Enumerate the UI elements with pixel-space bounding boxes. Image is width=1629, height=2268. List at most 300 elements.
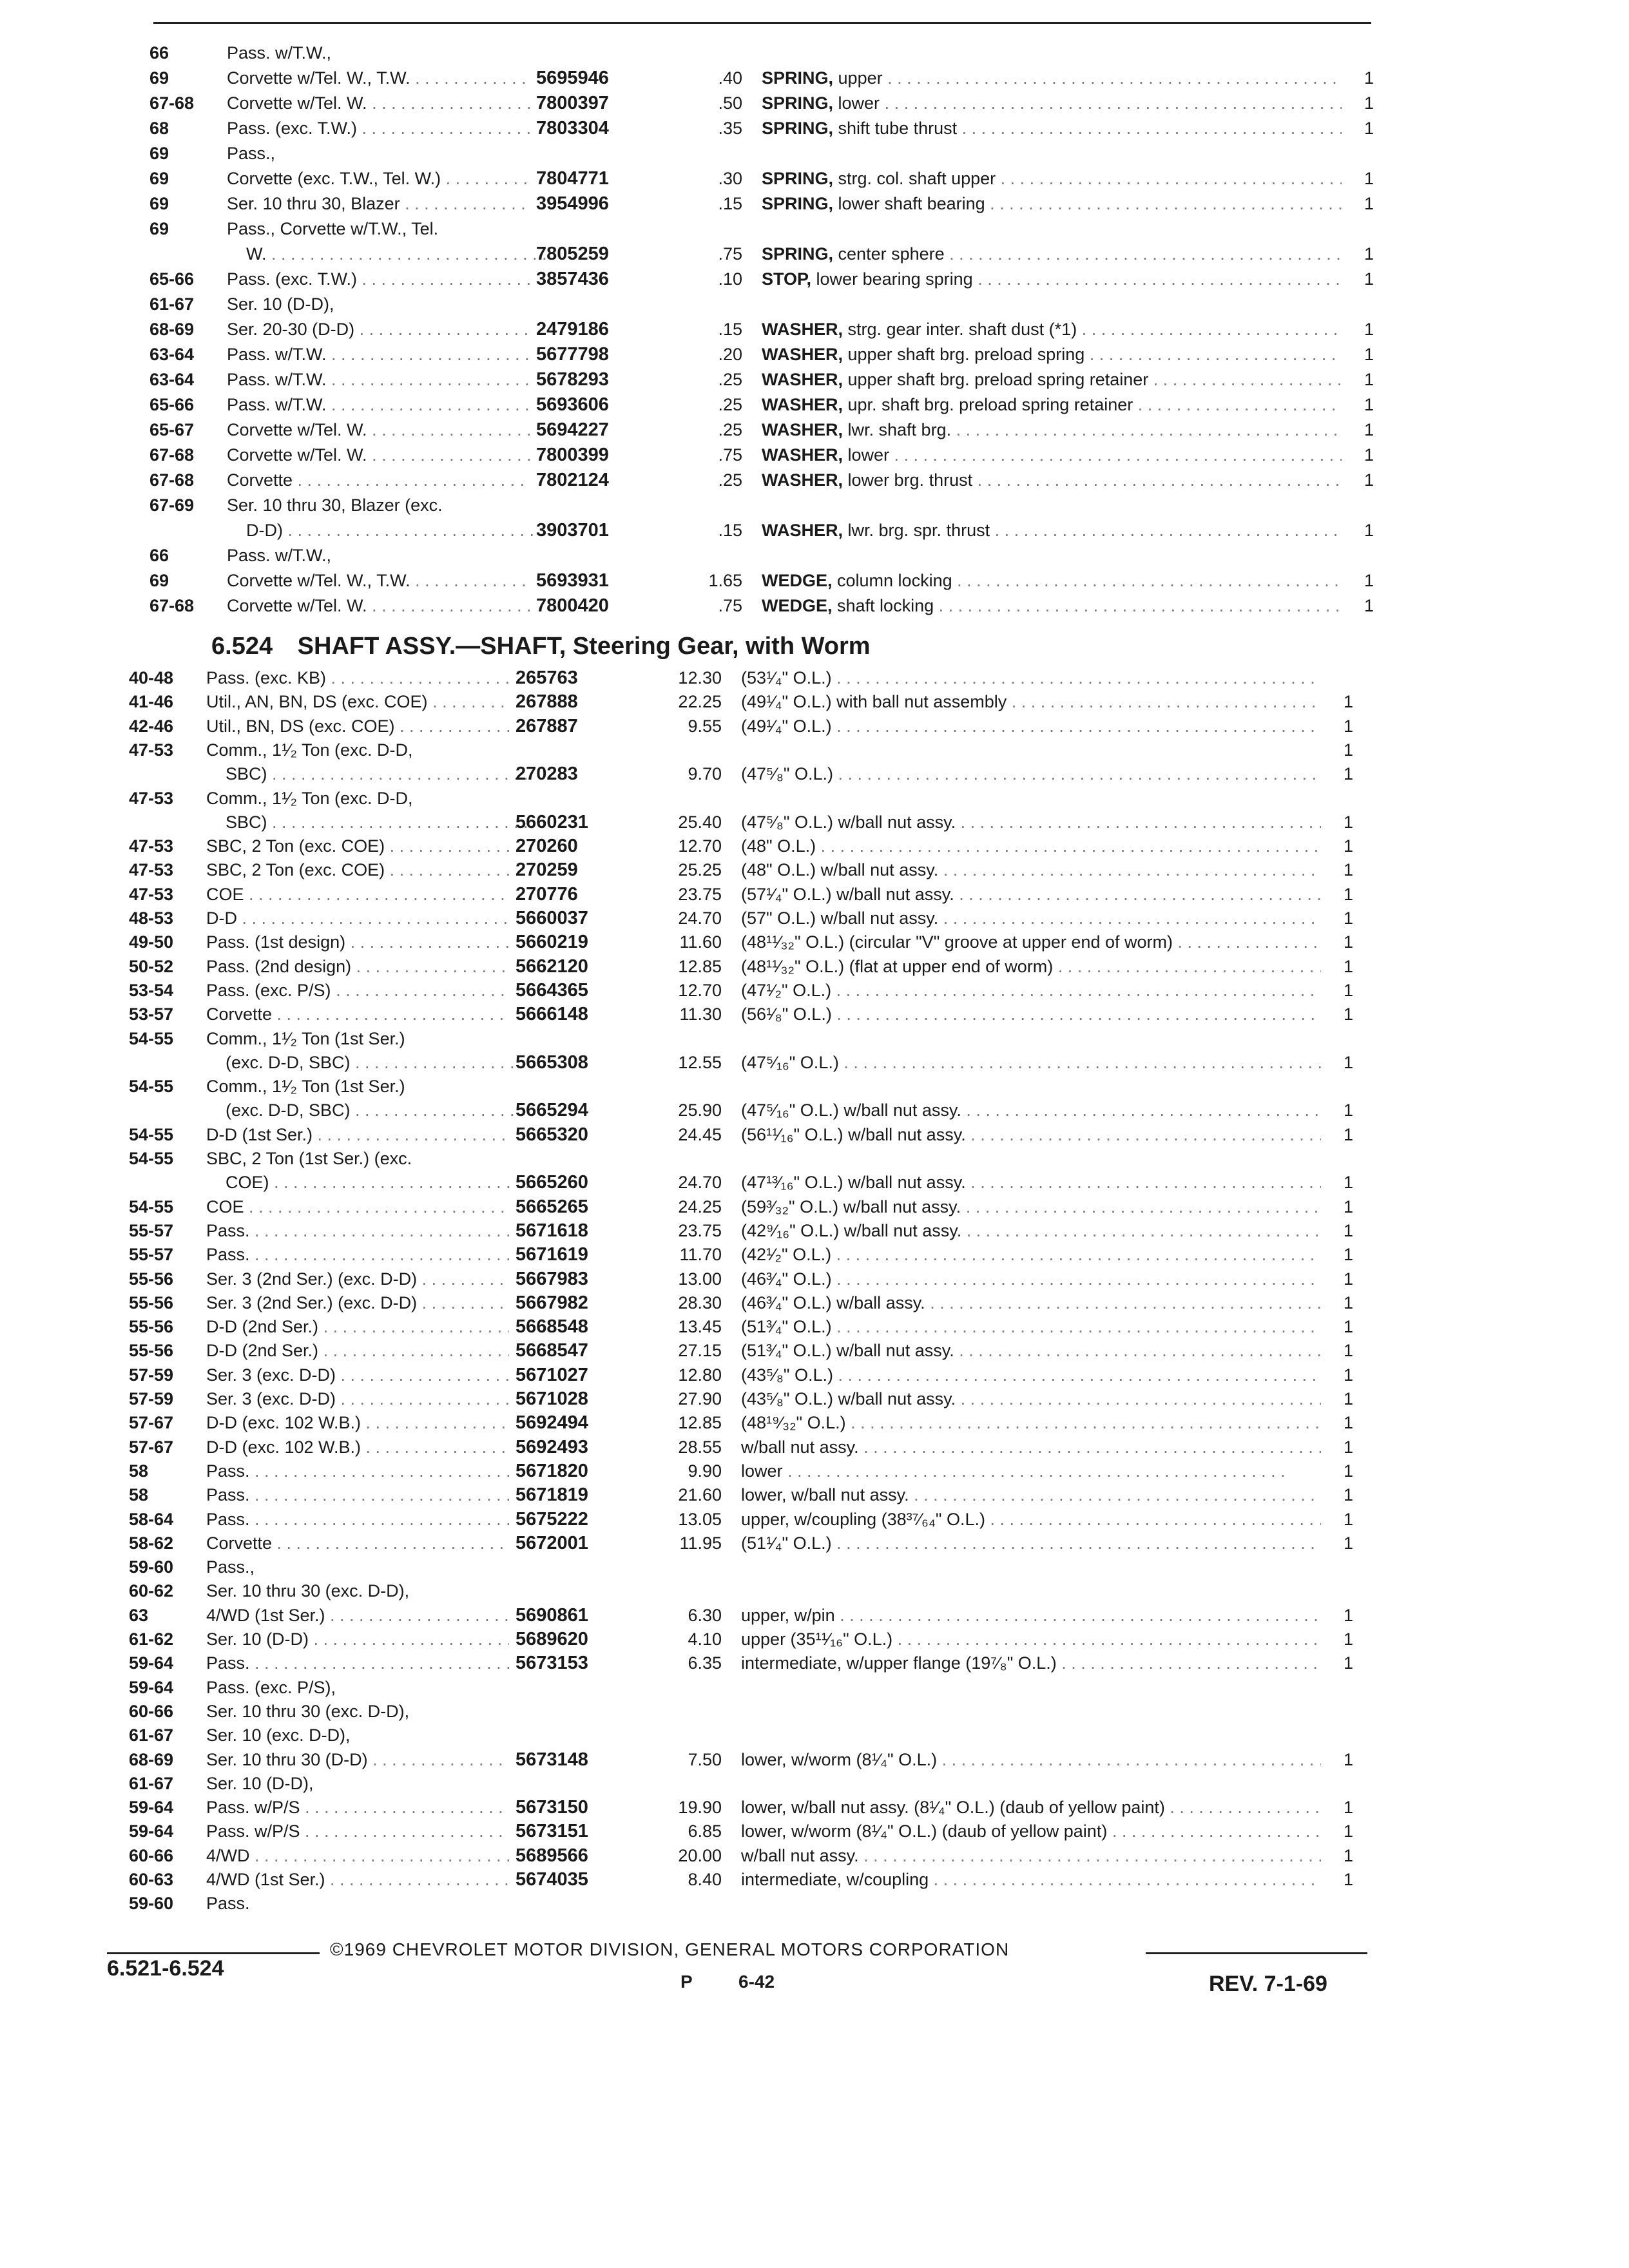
price: .75 <box>718 244 742 264</box>
description <box>762 343 1342 366</box>
quantity: 1 <box>1343 1004 1353 1024</box>
part-number: 5667982 <box>516 1292 588 1313</box>
price: 23.75 <box>678 1220 722 1240</box>
price: 23.75 <box>678 884 722 904</box>
quantity: 1 <box>1364 395 1374 414</box>
description-text: lower brg. thrust <box>847 470 973 490</box>
description-text: (47¹⁄₂" O.L.) <box>741 980 832 1000</box>
year-range: 60-66 <box>129 1701 174 1721</box>
description-text: lower <box>847 445 890 465</box>
quantity: 1 <box>1343 1173 1353 1193</box>
price: 22.25 <box>678 692 722 712</box>
table-row <box>129 1555 1373 1579</box>
table-row <box>129 883 1373 906</box>
table-row <box>129 1748 1373 1771</box>
price: 11.30 <box>679 1004 722 1024</box>
application: Ser. 10 thru 30 (exc. D-D), <box>206 1581 410 1601</box>
quantity: 1 <box>1364 470 1374 490</box>
part-number: 5671819 <box>516 1485 588 1506</box>
year-range: 55-56 <box>129 1341 174 1361</box>
quantity: 1 <box>1364 420 1374 439</box>
description-text: w/ball nut assy. <box>741 1437 859 1457</box>
price: 28.55 <box>678 1437 722 1457</box>
year-range: 60-63 <box>129 1870 174 1889</box>
description-text: lwr. brg. spr. thrust <box>847 521 990 540</box>
description-text: lower bearing spring <box>816 269 973 289</box>
description-text: intermediate, w/coupling <box>741 1870 929 1889</box>
application: Comm., 1¹⁄₂ Ton (exc. D-D, <box>206 788 413 808</box>
description-text: (48¹¹⁄₃₂" O.L.) (flat at upper end of worm) <box>741 956 1054 976</box>
part-number: 5695946 <box>536 68 609 88</box>
description-text: (46³⁄₄" O.L.) w/ball assy. <box>741 1293 925 1312</box>
table-row <box>149 468 1374 492</box>
price: 11.70 <box>679 1245 722 1265</box>
description <box>741 1436 1321 1459</box>
quantity: 1 <box>1343 1100 1353 1120</box>
table-row <box>129 1411 1373 1434</box>
application: D-D (exc. 102 W.B.) . . . <box>206 1436 509 1459</box>
description-text: (42⁹⁄₁₆" O.L.) w/ball nut assy. <box>741 1220 962 1240</box>
quantity: 1 <box>1343 1124 1353 1144</box>
price: 24.70 <box>678 908 722 928</box>
application: Corvette w/Tel. W. . . . <box>227 594 530 617</box>
part-number: 5664365 <box>516 979 588 1001</box>
description-text: (51³⁄₄" O.L.) <box>741 1317 832 1337</box>
description-text: lower, w/ball nut assy. <box>741 1485 909 1505</box>
description-text: (47⁵⁄₁₆" O.L.) <box>741 1052 839 1072</box>
description-text: strg. gear inter. shaft dust (*1) <box>847 320 1077 339</box>
table-row <box>129 858 1373 881</box>
description <box>741 1844 1321 1867</box>
description-keyword: WASHER, <box>762 470 848 490</box>
table-row <box>129 1051 1373 1074</box>
part-number: 5674035 <box>516 1869 588 1890</box>
quantity: 1 <box>1343 1629 1353 1649</box>
table-row <box>149 192 1374 215</box>
application: Pass. (exc. T.W.) . . . <box>227 267 530 291</box>
table-row <box>129 1796 1373 1819</box>
year-range: 54-55 <box>129 1077 174 1097</box>
description <box>741 1820 1321 1843</box>
description <box>741 1459 1321 1483</box>
quantity: 1 <box>1343 1461 1353 1481</box>
part-number: 2479186 <box>536 319 609 340</box>
application: SBC, 2 Ton (exc. COE) . . . <box>206 834 509 858</box>
price: .25 <box>718 420 742 439</box>
table-row <box>149 443 1374 466</box>
application: SBC) . . . <box>226 811 528 834</box>
quantity: 1 <box>1364 320 1374 339</box>
year-range: 54-55 <box>129 1124 174 1144</box>
table-row <box>129 1267 1373 1291</box>
application: SBC, 2 Ton (1st Ser.) (exc. <box>206 1149 412 1168</box>
part-number: 5692493 <box>516 1436 588 1457</box>
price: 9.90 <box>688 1461 722 1481</box>
table-row <box>149 142 1374 165</box>
part-number: 5677798 <box>536 344 609 365</box>
application: Pass. w/T.W. . . . <box>227 343 530 366</box>
footer-revision: REV. 7-1-69 <box>1209 1972 1327 1996</box>
price: .25 <box>718 370 742 389</box>
year-range: 55-57 <box>129 1220 174 1240</box>
table-row <box>149 267 1374 291</box>
description-text: (57¹⁄₄" O.L.) w/ball nut assy. <box>741 884 954 904</box>
quantity: 1 <box>1343 1533 1353 1553</box>
table-row <box>149 594 1374 617</box>
application: Pass. w/P/S . . . <box>206 1796 509 1819</box>
price: 27.90 <box>678 1389 722 1408</box>
year-range: 69 <box>149 169 169 188</box>
description-text: shaft locking <box>837 596 934 615</box>
year-range: 60-66 <box>129 1845 174 1865</box>
description <box>741 1748 1321 1771</box>
description <box>741 858 1321 881</box>
year-range: 68-69 <box>149 320 195 339</box>
description <box>741 1508 1321 1531</box>
table-row <box>129 1724 1373 1747</box>
quantity: 1 <box>1343 812 1353 832</box>
price: 9.55 <box>688 716 722 736</box>
year-range: 55-56 <box>129 1317 174 1337</box>
description <box>762 167 1342 190</box>
year-range: 65-66 <box>149 395 195 414</box>
year-range: 48-53 <box>129 908 174 928</box>
quantity: 1 <box>1343 1485 1353 1505</box>
quantity: 1 <box>1343 1389 1353 1408</box>
table-row <box>129 1436 1373 1459</box>
part-number: 5673153 <box>516 1653 588 1674</box>
year-range: 55-57 <box>129 1245 174 1265</box>
year-range: 59-64 <box>129 1677 174 1697</box>
quantity: 1 <box>1364 119 1374 138</box>
part-number: 5667983 <box>516 1268 588 1289</box>
description <box>762 117 1342 140</box>
part-number: 270283 <box>516 764 578 785</box>
part-number: 265763 <box>516 668 578 688</box>
year-range: 47-53 <box>129 836 174 856</box>
year-range: 57-59 <box>129 1365 174 1385</box>
year-range: 69 <box>149 194 169 213</box>
section-number: 6.524 <box>211 633 273 660</box>
year-range: 53-54 <box>129 980 174 1000</box>
price: 1.65 <box>708 571 742 590</box>
description <box>741 762 1321 785</box>
description-text: strg. col. shaft upper <box>838 169 996 188</box>
description-text: upper shaft brg. preload spring retainer <box>847 370 1149 389</box>
application: Pass., Corvette w/T.W., Tel. <box>227 219 439 238</box>
year-range: 69 <box>149 68 169 88</box>
price: 6.35 <box>688 1653 722 1673</box>
part-number: 5666148 <box>516 1004 588 1025</box>
description <box>762 468 1342 492</box>
year-range: 61-67 <box>149 294 195 314</box>
description <box>741 1339 1321 1362</box>
part-number: 5665265 <box>516 1196 588 1217</box>
part-number: 5671619 <box>516 1244 588 1265</box>
application: SBC, 2 Ton (exc. COE) . . . <box>206 858 509 881</box>
description <box>762 393 1342 416</box>
application: Ser. 10 (D-D) . . . <box>206 1628 509 1651</box>
description <box>741 811 1321 834</box>
table-row <box>129 1075 1373 1098</box>
description <box>741 1003 1321 1026</box>
description <box>762 242 1342 265</box>
application: D-D (1st Ser.) . . . <box>206 1123 509 1146</box>
description-text: (53¹⁄₄" O.L.) <box>741 668 832 687</box>
quantity: 1 <box>1364 370 1374 389</box>
year-range: 67-68 <box>149 470 195 490</box>
price: .15 <box>718 521 742 540</box>
quantity: 1 <box>1343 1749 1353 1769</box>
description-text: upper shaft brg. preload spring <box>847 345 1085 364</box>
description <box>762 318 1342 341</box>
year-range: 58 <box>129 1461 149 1481</box>
quantity: 1 <box>1364 244 1374 264</box>
application: D-D) . . . <box>246 519 549 542</box>
quantity: 1 <box>1343 860 1353 880</box>
description <box>741 1796 1321 1819</box>
part-number: 5673148 <box>516 1749 588 1770</box>
year-range: 41-46 <box>129 692 174 712</box>
price: 12.80 <box>678 1365 722 1385</box>
table-row <box>129 1676 1373 1699</box>
year-range: 58 <box>129 1485 149 1505</box>
price: .15 <box>718 194 742 213</box>
description-text: (46³⁄₄" O.L.) <box>741 1269 832 1289</box>
application: Ser. 10 (D-D), <box>227 294 334 314</box>
quantity: 1 <box>1343 716 1353 736</box>
part-number: 5660037 <box>516 908 588 928</box>
year-range: 59-64 <box>129 1653 174 1673</box>
part-number: 5673151 <box>516 1821 588 1842</box>
description-text: (42¹⁄₂" O.L.) <box>741 1245 832 1265</box>
description-text: lower <box>741 1461 783 1481</box>
description-text: (47⁵⁄₈" O.L.) w/ball nut assy. <box>741 812 956 832</box>
quantity: 1 <box>1343 980 1353 1000</box>
price: 25.90 <box>678 1100 722 1120</box>
year-range: 54-55 <box>129 1149 174 1168</box>
table-row <box>129 1363 1373 1387</box>
description-keyword: WASHER, <box>762 320 848 339</box>
year-range: 57-59 <box>129 1389 174 1408</box>
application: (exc. D-D, SBC) . . . <box>226 1051 528 1074</box>
price: 6.85 <box>688 1821 722 1841</box>
table-row <box>129 1339 1373 1362</box>
table-row <box>149 494 1374 517</box>
table-row <box>149 217 1374 240</box>
year-range: 47-53 <box>129 860 174 880</box>
application: Util., AN, BN, DS (exc. COE) . . . <box>206 690 509 713</box>
part-number: 7803304 <box>536 118 609 139</box>
application: Pass. . . . <box>206 1508 509 1531</box>
section-title: SHAFT ASSY.—SHAFT, Steering Gear, with Worm <box>297 633 871 660</box>
year-range: 54-55 <box>129 1196 174 1216</box>
table-row <box>129 666 1373 689</box>
description-text: (59³⁄₃₂" O.L.) w/ball nut assy. <box>741 1196 961 1216</box>
year-range: 65-66 <box>149 269 195 289</box>
application: Pass. (exc. KB) . . . <box>206 666 509 689</box>
quantity: 1 <box>1343 1509 1353 1529</box>
application: Ser. 3 (exc. D-D) . . . <box>206 1363 509 1387</box>
part-number: 5668547 <box>516 1340 588 1361</box>
description-keyword: WASHER, <box>762 370 848 389</box>
quantity: 1 <box>1364 68 1374 88</box>
part-number: 7804771 <box>536 168 609 189</box>
description <box>741 955 1321 978</box>
description-text: (56¹⁄₈" O.L.) <box>741 1004 832 1024</box>
application: Pass. w/P/S . . . <box>206 1820 509 1843</box>
description-text: (48" O.L.) <box>741 836 816 856</box>
year-range: 40-48 <box>129 668 174 687</box>
description <box>762 368 1342 391</box>
quantity: 1 <box>1364 169 1374 188</box>
application: Corvette w/Tel. W. . . . <box>227 443 530 466</box>
application: D-D (exc. 102 W.B.) . . . <box>206 1411 509 1434</box>
application: SBC) . . . <box>226 762 528 785</box>
description-text: upper, w/pin <box>741 1605 835 1625</box>
description <box>741 1363 1321 1387</box>
part-number: 5665320 <box>516 1124 588 1145</box>
quantity: 1 <box>1343 1653 1353 1673</box>
quantity: 1 <box>1343 1798 1353 1818</box>
description-keyword: WEDGE, <box>762 596 838 615</box>
description <box>762 594 1342 617</box>
table-row <box>129 690 1373 713</box>
application: (exc. D-D, SBC) . . . <box>226 1099 528 1122</box>
description-text: (48" O.L.) w/ball nut assy. <box>741 860 939 880</box>
part-number: 3857436 <box>536 269 609 289</box>
description-text: (51¹⁄₄" O.L.) <box>741 1533 832 1553</box>
part-number: 7800399 <box>536 445 609 465</box>
table-row <box>129 1892 1373 1915</box>
year-range: 63-64 <box>149 370 195 389</box>
description <box>741 834 1321 858</box>
description-keyword: SPRING, <box>762 194 838 213</box>
application: Ser. 3 (2nd Ser.) (exc. D-D) . . . <box>206 1291 509 1314</box>
description <box>741 1868 1321 1891</box>
description <box>762 192 1342 215</box>
price: 11.95 <box>679 1533 722 1553</box>
part-number: 5665260 <box>516 1172 588 1193</box>
price: 7.50 <box>688 1749 722 1769</box>
description <box>741 1628 1321 1651</box>
description <box>741 715 1321 738</box>
price: .30 <box>718 169 742 188</box>
part-number: 5671820 <box>516 1460 588 1481</box>
table-row <box>149 91 1374 115</box>
year-range: 67-68 <box>149 93 195 113</box>
application: Pass. w/T.W. . . . <box>227 393 530 416</box>
description <box>762 418 1342 441</box>
application: Ser. 10 thru 30, Blazer (exc. <box>227 495 443 515</box>
section-heading <box>211 633 871 660</box>
description-text: upper <box>838 68 883 88</box>
description <box>741 930 1321 954</box>
application: Ser. 10 (exc. D-D), <box>206 1725 351 1745</box>
part-number: 5665294 <box>516 1100 588 1121</box>
price: 4.10 <box>688 1629 722 1649</box>
application: 4/WD . . . <box>206 1844 509 1867</box>
description-text: (49¹⁄₄" O.L.) <box>741 716 832 736</box>
application: Pass. w/T.W., <box>227 43 332 62</box>
description-keyword: SPRING, <box>762 119 838 138</box>
price: 13.45 <box>678 1317 722 1337</box>
price: 27.15 <box>678 1341 722 1361</box>
year-range: 54-55 <box>129 1028 174 1048</box>
application: Pass. . . . <box>206 1219 509 1242</box>
part-number: 5671027 <box>516 1364 588 1385</box>
price: 12.70 <box>678 836 722 856</box>
table-row <box>129 1700 1373 1723</box>
table-row <box>149 519 1374 542</box>
description-text: (48¹¹⁄₃₂" O.L.) (circular "V" groove at upper end of worm) <box>741 932 1173 952</box>
application: Corvette (exc. T.W., Tel. W.) . . . <box>227 167 530 190</box>
quantity: 1 <box>1364 345 1374 364</box>
application: D-D . . . <box>206 907 509 930</box>
application: Comm., 1¹⁄₂ Ton (1st Ser.) <box>206 1028 405 1048</box>
application: D-D (2nd Ser.) . . . <box>206 1315 509 1338</box>
description <box>741 1099 1321 1122</box>
price: 12.55 <box>678 1052 722 1072</box>
description <box>741 1291 1321 1314</box>
price: 13.05 <box>678 1509 722 1529</box>
price: 25.40 <box>678 812 722 832</box>
description-text: upper, w/coupling (38³⁷⁄₆₄" O.L.) <box>741 1509 985 1529</box>
price: .75 <box>718 445 742 465</box>
price: .75 <box>718 596 742 615</box>
part-number: 5662120 <box>516 956 588 977</box>
description-text: upper (35¹¹⁄₁₆" O.L.) <box>741 1629 893 1649</box>
part-number: 5672001 <box>516 1532 588 1553</box>
description <box>741 1267 1321 1291</box>
application: Corvette w/Tel. W. . . . <box>227 418 530 441</box>
application: D-D (2nd Ser.) . . . <box>206 1339 509 1362</box>
application: Corvette . . . <box>206 1003 509 1026</box>
part-number: 5678293 <box>536 369 609 390</box>
table-row <box>149 167 1374 190</box>
table-row <box>129 1579 1373 1602</box>
description <box>741 1387 1321 1410</box>
application: Corvette . . . <box>206 1532 509 1555</box>
description-text: (47¹³⁄₁₆" O.L.) w/ball nut assy. <box>741 1173 966 1193</box>
description <box>762 267 1342 291</box>
price: 28.30 <box>678 1293 722 1312</box>
year-range: 58-62 <box>129 1533 174 1553</box>
table-row <box>149 544 1374 567</box>
year-range: 63 <box>129 1605 149 1625</box>
part-number: 5671028 <box>516 1389 588 1409</box>
application: Pass. . . . <box>206 1243 509 1266</box>
footer-rule-left <box>107 1952 320 1954</box>
application: Pass. (2nd design) . . . <box>206 955 509 978</box>
year-range: 67-69 <box>149 495 195 515</box>
quantity: 1 <box>1364 521 1374 540</box>
year-range: 49-50 <box>129 932 174 952</box>
table-row <box>149 293 1374 316</box>
part-number: 267887 <box>516 715 578 736</box>
description-keyword: SPRING, <box>762 68 838 88</box>
table-row <box>129 1820 1373 1843</box>
year-range: 67-68 <box>149 596 195 615</box>
description <box>762 443 1342 466</box>
table-row <box>129 1171 1373 1194</box>
application: Ser. 10 thru 30 (D-D) . . . <box>206 1748 509 1771</box>
quantity: 1 <box>1343 1220 1353 1240</box>
application: Util., BN, DS (exc. COE) . . . <box>206 715 509 738</box>
footer-rule-right <box>1146 1952 1367 1954</box>
table-row <box>129 738 1373 762</box>
description <box>741 1243 1321 1266</box>
